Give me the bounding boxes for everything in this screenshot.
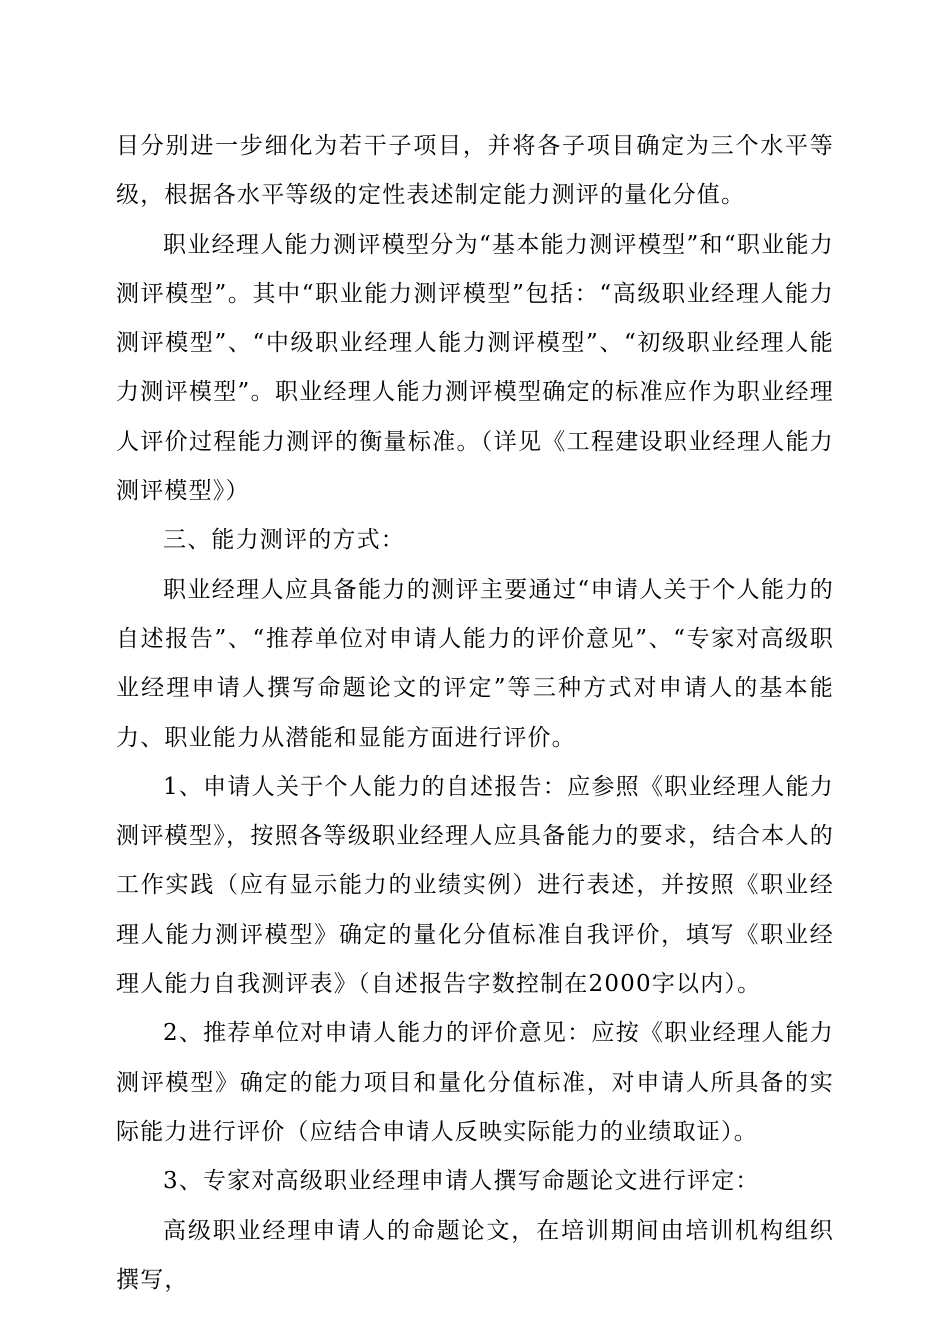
paragraph-self-report: 1、申请人关于个人能力的自述报告：应参照《职业经理人能力测评模型》，按照各等级职业经理人应具备能力的要求，结合本人的工作实践（应有显示能力的业绩实例）进行表述，并按照《职业经理人能力测评模型》确定的量化分值标准自我评价，填写《职业经理人能力自我测评表》（自述报告字数控制在2000字以内）。 (116, 773, 834, 998)
paragraph-thesis: 高级职业经理申请人的命题论文，在培训期间由培训机构组织撰写， (116, 1217, 834, 1293)
document-body (116, 122, 834, 1305)
paragraph-continuation: 目分别进一步细化为若干子项目，并将各子项目确定为三个水平等级，根据各水平等级的定性表述制定能力测评的量化分值。 (116, 133, 834, 209)
paragraph-methods-overview: 职业经理人应具备能力的测评主要通过“申请人关于个人能力的自述报告”、“推荐单位对申请人能力的评价意见”、“专家对高级职业经理申请人撰写命题论文的评定”等三种方式对申请人的基本能力、职业能力从潜能和显能方面进行评价。 (116, 576, 834, 751)
paragraph-model-types: 职业经理人能力测评模型分为“基本能力测评模型”和“职业能力测评模型”。其中“职业能力测评模型”包括：“高级职业经理人能力测评模型”、“中级职业经理人能力测评模型”、“初级职业经理人能力测评模型”。职业经理人能力测评模型确定的标准应作为职业经理人评价过程能力测评的衡量标准。（详见《工程建设职业经理人能力测评模型》） (116, 231, 834, 505)
section-heading-assessment-methods: 三、能力测评的方式： (163, 527, 405, 554)
paragraph-expert-review-heading: 3、专家对高级职业经理申请人撰写命题论文进行评定： (163, 1168, 760, 1195)
paragraph-recommender-evaluation: 2、推荐单位对申请人能力的评价意见：应按《职业经理人能力测评模型》确定的能力项目和量化分值标准，对申请人所具备的实际能力进行评价（应结合申请人反映实际能力的业绩取证）。 (116, 1020, 834, 1145)
